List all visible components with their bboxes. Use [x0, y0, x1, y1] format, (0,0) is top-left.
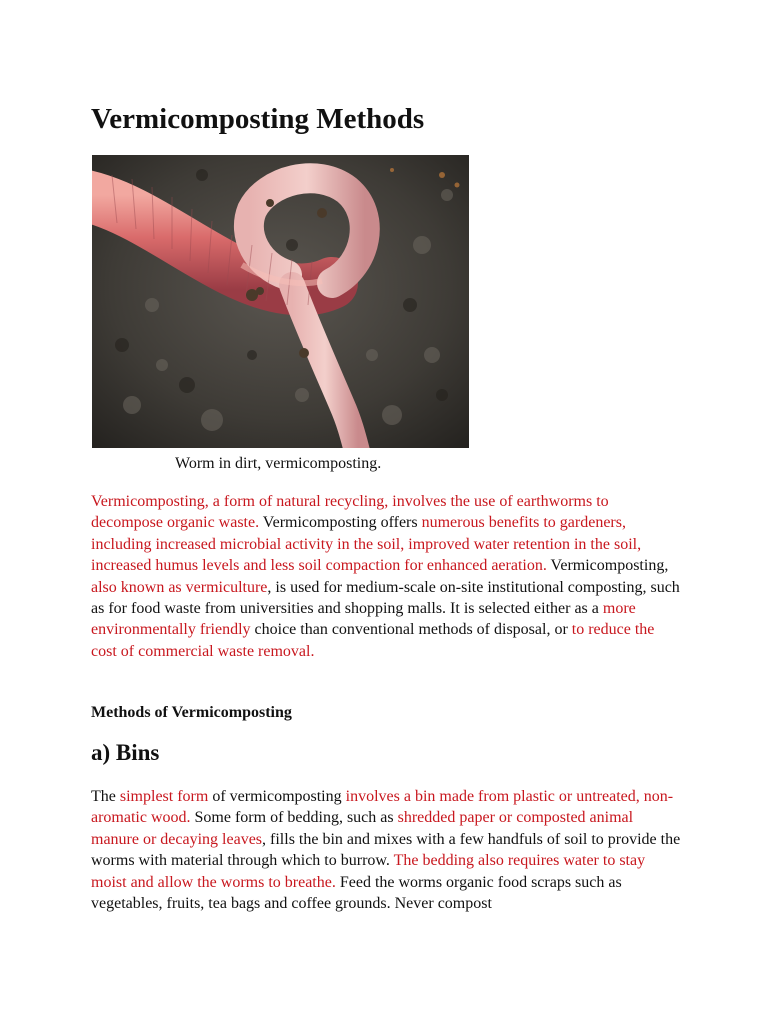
text-run: Feed the worms organic food scraps such as vegetables, fruits, tea bags and coffee grounds. Never compost [91, 873, 622, 913]
text-run: Vermicomposting, [546, 557, 669, 575]
text-run: Vermicomposting offers [259, 514, 422, 532]
bins-paragraph [91, 786, 681, 914]
page-title: Vermicomposting Methods [91, 103, 425, 135]
text-run: choice than conventional methods of disposal, or [250, 621, 572, 639]
text-run: , fills the bin and mixes with a few handfuls of soil to provide the worms with material through which to burrow. [91, 830, 681, 870]
text-run: shredded paper or composted animal manure or decaying leaves [91, 809, 634, 848]
intro-paragraph [91, 491, 681, 662]
text-run: involves a bin made from plastic or untreated, non-aromatic wood. [91, 788, 674, 827]
figure-caption: Worm in dirt, vermicomposting. [175, 455, 382, 472]
earthworm-illustration [92, 155, 469, 448]
worm-photo [92, 155, 469, 448]
text-run: of vermicomposting [208, 788, 346, 805]
text-run: simplest form [119, 788, 209, 805]
text-run: Some form of bedding, such as [190, 809, 398, 827]
text-run: numerous benefits to gardeners, including increased microbial activity in the soil, improved water retention in the soil, increased humus levels and less soil compaction for enhanced aeration. [91, 514, 642, 575]
text-run: The [91, 788, 120, 805]
text-run: , is used for medium-scale on-site institutional composting, such as for food waste from universities and shopping malls. It is selected either as a [91, 578, 680, 618]
subsection-heading: a) Bins [91, 740, 160, 765]
text-run: Vermicomposting, a form of natural recycling, involves the use of earthworms to decompose organic waste. [91, 493, 609, 532]
text-run: The bedding also requires water to stay moist and allow the worms to breathe. [91, 852, 646, 891]
text-run: also known as vermiculture [91, 578, 268, 596]
section-heading: Methods of Vermicomposting [91, 704, 292, 721]
text-run: to reduce the cost of commercial waste removal. [91, 621, 655, 660]
text-run: more environmentally friendly [91, 600, 636, 639]
